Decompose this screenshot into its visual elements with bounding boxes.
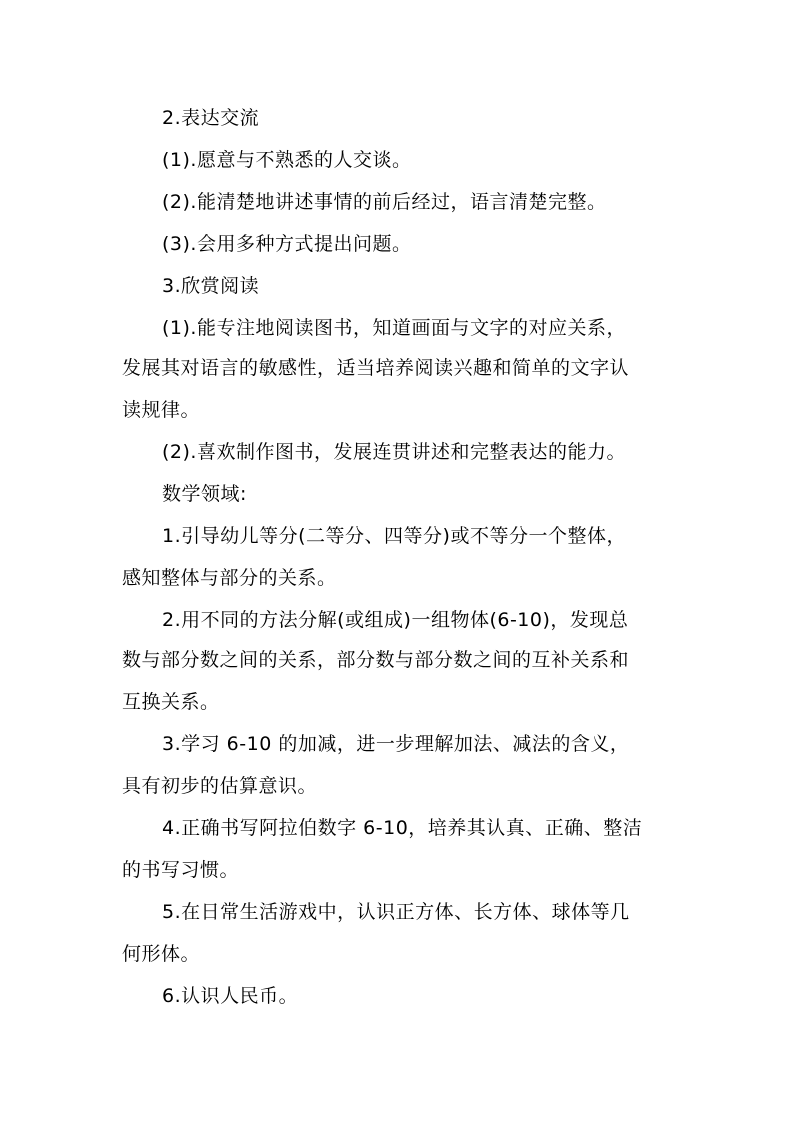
item-math-2-cont-1: 数与部分数之间的关系，部分数与部分数之间的互补关系和 xyxy=(122,649,630,671)
item-reading-2: (2).喜欢制作图书，发展连贯讲述和完整表达的能力。 xyxy=(162,441,626,463)
heading-math: 数学领域: xyxy=(162,483,247,505)
item-math-3: 3.学习 6-10 的加减，进一步理解加法、减法的含义， xyxy=(162,733,630,755)
item-math-4-cont: 的书写习惯。 xyxy=(122,859,240,881)
item-math-2-cont-2: 互换关系。 xyxy=(122,691,220,713)
item-math-1-cont: 感知整体与部分的关系。 xyxy=(122,567,337,589)
item-math-5: 5.在日常生活游戏中，认识正方体、长方体、球体等几 xyxy=(162,901,630,923)
item-math-4: 4.正确书写阿拉伯数字 6-10，培养其认真、正确、整洁 xyxy=(162,817,643,839)
item-reading-1: (1).能专注地阅读图书，知道画面与文字的对应关系， xyxy=(162,317,626,339)
item-reading-1-cont-2: 读规律。 xyxy=(122,399,201,421)
item-math-2: 2.用不同的方法分解(或组成)一组物体(6-10)，发现总 xyxy=(162,609,629,631)
heading-expression: 2.表达交流 xyxy=(162,107,260,129)
item-expression-1: (1).愿意与不熟悉的人交谈。 xyxy=(162,149,412,171)
item-expression-2: (2).能清楚地讲述事情的前后经过，语言清楚完整。 xyxy=(162,191,607,213)
item-math-5-cont: 何形体。 xyxy=(122,943,201,965)
item-math-3-cont: 具有初步的估算意识。 xyxy=(122,775,318,797)
item-math-1: 1.引导幼儿等分(二等分、四等分)或不等分一个整体， xyxy=(162,525,626,547)
item-math-6: 6.认识人民币。 xyxy=(162,985,299,1007)
item-reading-1-cont-1: 发展其对语言的敏感性，适当培养阅读兴趣和简单的文字认 xyxy=(122,357,630,379)
item-expression-3: (3).会用多种方式提出问题。 xyxy=(162,233,412,255)
heading-reading: 3.欣赏阅读 xyxy=(162,275,260,297)
